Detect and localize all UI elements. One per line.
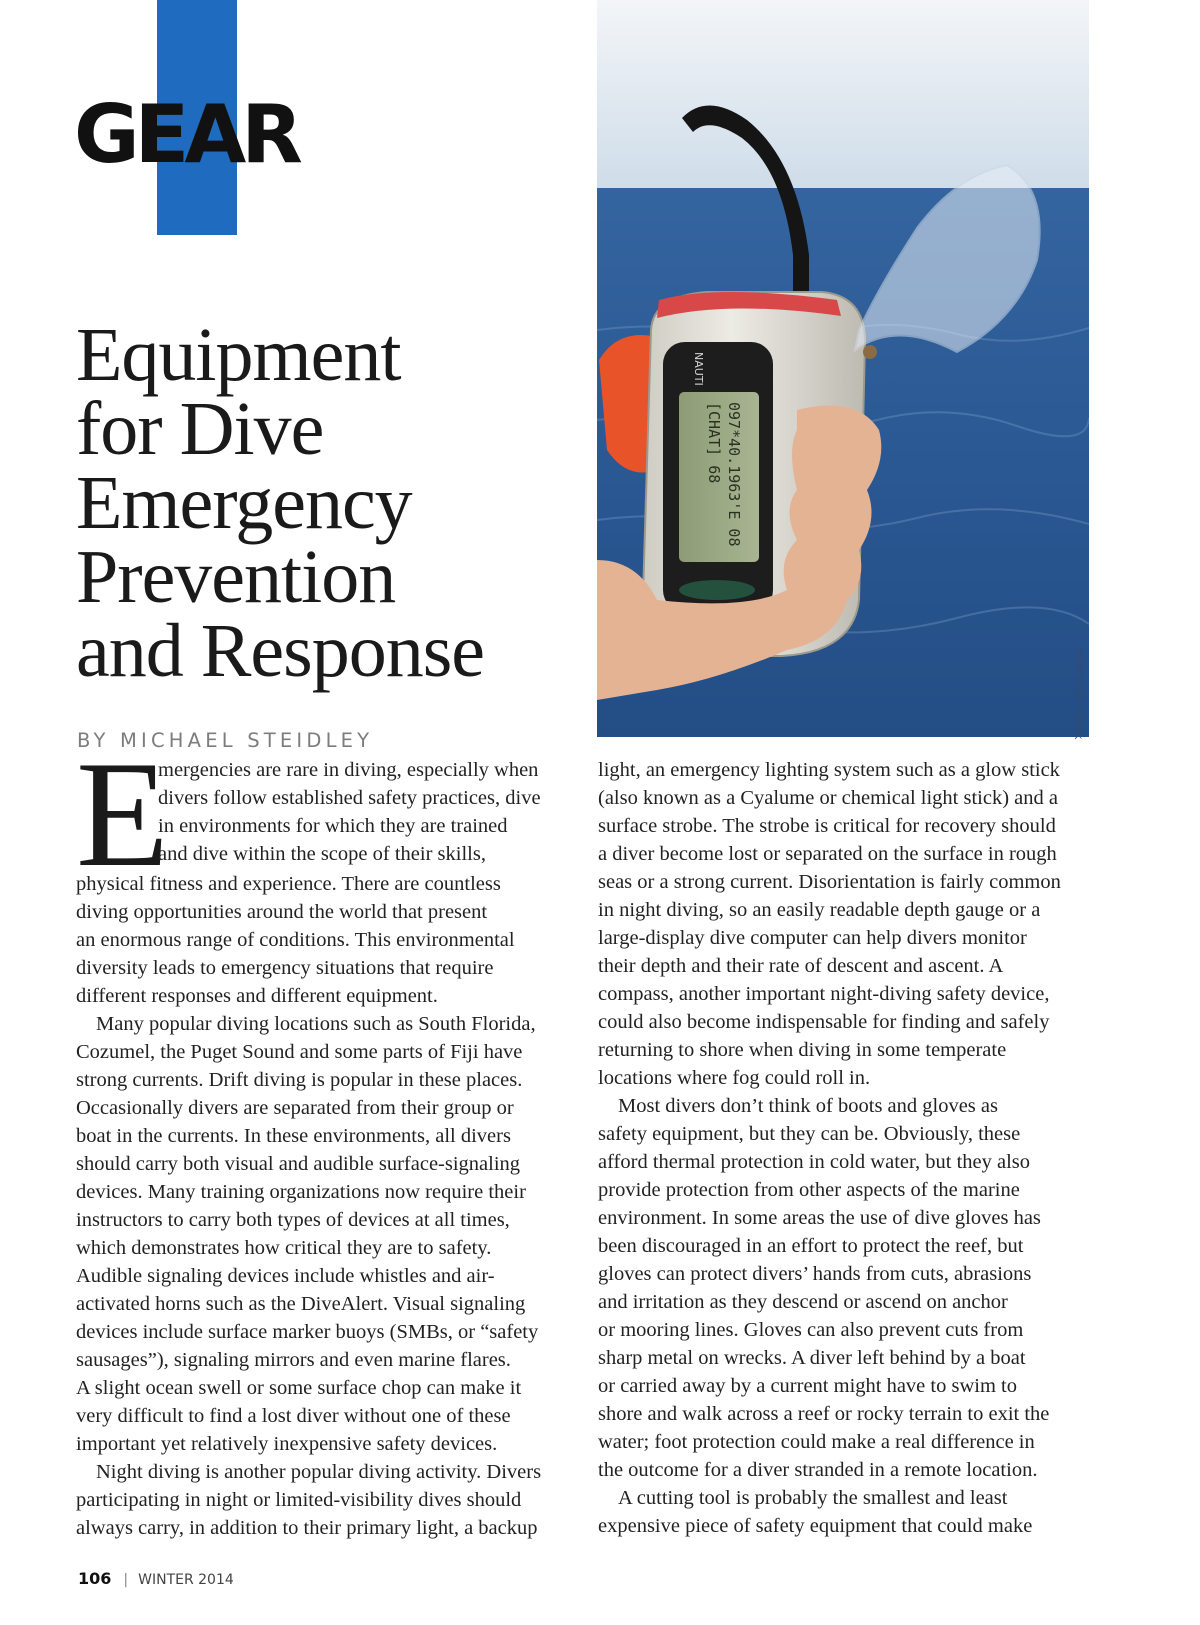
text-line: sharp metal on wrecks. A diver left behind by a boat (598, 1347, 1026, 1369)
section-label: GEAR (74, 88, 298, 181)
page-footer (78, 1569, 234, 1588)
right-column (598, 756, 1098, 1540)
paragraph (598, 756, 1098, 1092)
byline: BY MICHAEL STEIDLEY (77, 729, 374, 752)
headline-line: for Dive (76, 387, 324, 471)
text-line: (also known as a Cyalume or chemical light stick) and a (598, 787, 1058, 809)
text-line: shore and walk across a reef or rocky terrain to exit the (598, 1403, 1050, 1425)
text-line: Cozumel, the Puget Sound and some parts of Fiji have (76, 1041, 523, 1063)
headline-line: Emergency (76, 461, 412, 545)
text-line: afford thermal protection in cold water, but they also (598, 1151, 1031, 1173)
text-line: Audible signaling devices include whistles and air- (76, 1265, 495, 1287)
status-light (679, 580, 755, 600)
text-line: and dive within the scope of their skills, (158, 843, 486, 865)
text-line: gloves can protect divers’ hands from cuts, abrasions (598, 1263, 1032, 1285)
text-line: mergencies are rare in diving, especially when (158, 759, 539, 781)
text-line: seas or a strong current. Disorientation is fairly common (598, 871, 1061, 893)
headline-line: Prevention (76, 535, 396, 619)
text-line: environment. In some areas the use of dive gloves has (598, 1207, 1041, 1229)
text-line: diversity leads to emergency situations that require (76, 957, 494, 979)
article-photo (597, 0, 1089, 737)
text-line: could also become indispensable for finding and safely (598, 1011, 1050, 1033)
photo-credit: STEPHEN FRINK (1072, 648, 1082, 742)
text-line: should carry both visual and audible surface-signaling (76, 1153, 521, 1175)
text-line: expensive piece of safety equipment that could make (598, 1515, 1033, 1537)
text-line: locations where fog could roll in. (598, 1067, 871, 1089)
paragraph (76, 1010, 576, 1458)
text-line: very difficult to find a lost diver without one of these (76, 1405, 511, 1427)
text-line: or mooring lines. Gloves can also prevent cuts from (598, 1319, 1024, 1341)
headline-line: Equipment (76, 313, 401, 397)
sky-background (597, 0, 1089, 188)
text-line: light, an emergency lighting system such as a glow stick (598, 759, 1060, 781)
text-line: an enormous range of conditions. This environmental (76, 929, 515, 951)
text-line: A slight ocean swell or some surface chop can make it (76, 1377, 522, 1399)
text-line: sausages”), signaling mirrors and even marine flares. (76, 1349, 511, 1371)
text-line: compass, another important night-diving safety device, (598, 983, 1050, 1005)
text-line: and irritation as they descend or ascend on anchor (598, 1291, 1008, 1313)
text-line: Occasionally divers are separated from their group or (76, 1097, 514, 1119)
article-headline (76, 313, 576, 693)
text-line: activated horns such as the DiveAlert. Visual signaling (76, 1293, 526, 1315)
device-brand: NAUTI (692, 352, 705, 386)
issue-label: WINTER 2014 (138, 1572, 234, 1588)
text-line: participating in night or limited-visibility dives should (76, 1489, 522, 1511)
text-line: which demonstrates how critical they are to safety. (76, 1237, 492, 1259)
text-line: Night diving is another popular diving activity. Divers (96, 1461, 542, 1483)
cap-hinge (863, 345, 877, 359)
text-line: a diver become lost or separated on the surface in rough (598, 843, 1057, 865)
text-line: in environments for which they are trained (158, 815, 508, 837)
text-line: strong currents. Drift diving is popular in these places. (76, 1069, 523, 1091)
headline-line: and Response (76, 609, 485, 693)
footer-separator: | (123, 1572, 129, 1588)
text-line: safety equipment, but they can be. Obviously, these (598, 1123, 1021, 1145)
text-line: surface strobe. The strobe is critical for recovery should (598, 815, 1056, 837)
text-line: devices. Many training organizations now require their (76, 1181, 526, 1203)
text-line: been discouraged in an effort to protect the reef, but (598, 1235, 1024, 1257)
text-line: provide protection from other aspects of the marine (598, 1179, 1020, 1201)
lcd-line-1: 097*40.1963'E 08 (725, 402, 743, 547)
text-line: divers follow established safety practices, dive (158, 787, 541, 809)
drop-cap: E (76, 730, 169, 898)
text-line: in night diving, so an easily readable depth gauge or a (598, 899, 1041, 921)
text-line: Most divers don’t think of boots and gloves as (618, 1095, 998, 1117)
text-line: A cutting tool is probably the smallest and least (618, 1487, 1008, 1509)
text-line: different responses and different equipment. (76, 985, 438, 1007)
text-line: the outcome for a diver stranded in a remote location. (598, 1459, 1038, 1481)
text-line: physical fitness and experience. There are countless (76, 873, 501, 895)
text-line: Many popular diving locations such as South Florida, (96, 1013, 536, 1035)
text-line: devices include surface marker buoys (SMBs, or “safety (76, 1321, 539, 1343)
paragraph (598, 1484, 1098, 1540)
text-line: their depth and their rate of descent and ascent. A (598, 955, 1004, 977)
page-number: 106 (78, 1569, 112, 1588)
text-line: or carried away by a current might have to swim to (598, 1375, 1017, 1397)
text-line: instructors to carry both types of devices at all times, (76, 1209, 510, 1231)
text-line: large-display dive computer can help divers monitor (598, 927, 1027, 949)
text-line: returning to shore when diving in some temperate (598, 1039, 1007, 1061)
text-line: important yet relatively inexpensive safety devices. (76, 1433, 498, 1455)
text-line: boat in the currents. In these environments, all divers (76, 1125, 511, 1147)
text-line: water; foot protection could make a real difference in (598, 1431, 1035, 1453)
lcd-line-2: [CHAT] 68 (705, 402, 723, 484)
paragraph (598, 1092, 1098, 1484)
text-line: diving opportunities around the world that present (76, 901, 488, 923)
paragraph (76, 1458, 576, 1542)
text-line: always carry, in addition to their primary light, a backup (76, 1517, 538, 1539)
